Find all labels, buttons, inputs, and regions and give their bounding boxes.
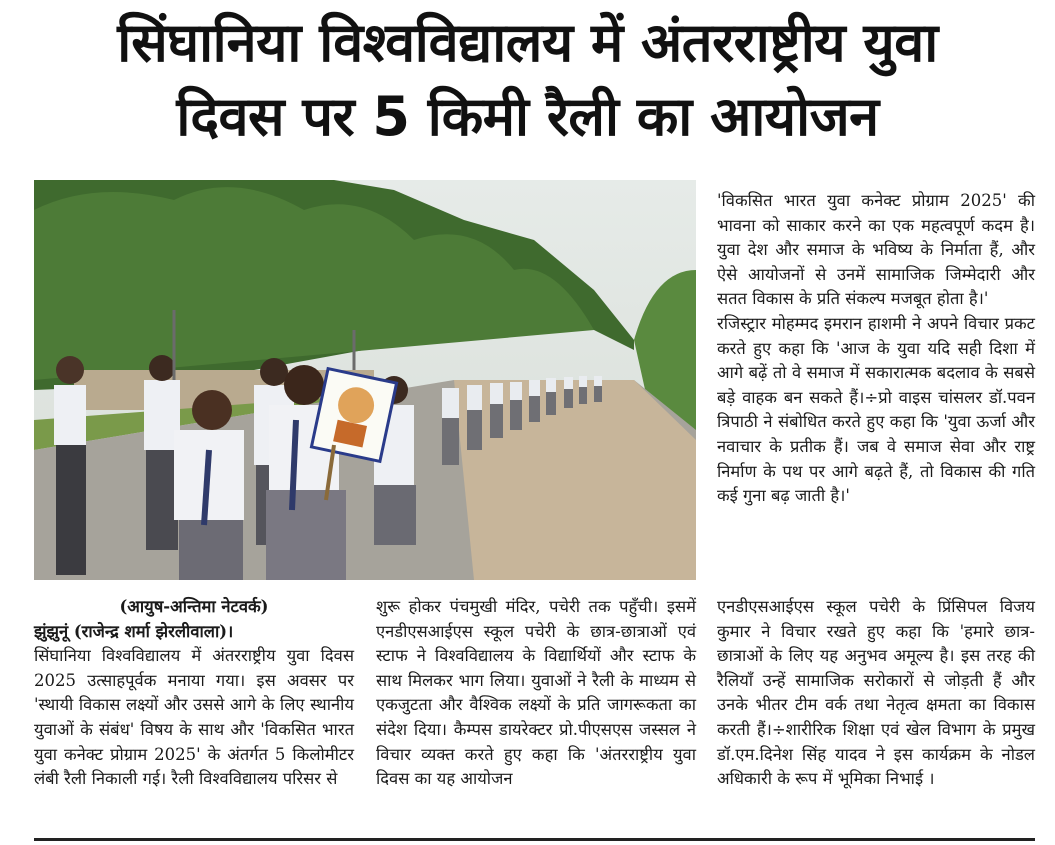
network-credit: (आयुष-अन्तिमा नेटवर्क) <box>119 597 269 616</box>
rally-illustration <box>34 180 696 580</box>
col3-paragraph-2: रजिस्ट्रार मोहम्मद इमरान हाशमी ने अपने विचार प्रकट करते हुए कहा कि 'आज के युवा यदि सही दिशा में आगे बढ़ें तो वे समाज में सकारात्मक बदलाव के सबसे बड़े वाहक बन सकते हैं।÷प्रो वाइस चांसलर डॉ.पवन त्रिपाठी ने संबोधित करते हुए कहा कि 'युवा ऊर्जा और नवाचार के प्रतीक हैं। जब वे समाज सेवा और राष्ट्र निर्माण के पथ पर आगे बढ़ते हैं, तो विकास की गति कई गुना बढ़ जाती है।' <box>717 313 1035 506</box>
headline <box>0 6 1055 154</box>
headline-line-2: दिवस पर 5 किमी रैली का आयोजन <box>176 85 879 148</box>
column-2 <box>376 595 696 792</box>
bottom-rule <box>34 838 1035 841</box>
rally-photo <box>34 180 696 580</box>
dateline: झुंझुनूं (राजेन्द्र शर्मा झेरलीवाला)। <box>34 621 234 641</box>
headline-line-1: सिंघानिया विश्वविद्यालय में अंतरराष्ट्रीय युवा <box>117 11 938 74</box>
col1-paragraph: सिंघानिया विश्वविद्यालय में अंतरराष्ट्रीय युवा दिवस 2025 उत्साहपूर्वक मनाया गया। इस अवसर पर 'स्थायी विकास लक्ष्यों और उससे आगे के लिए स्थानीय युवाओं के संबंध' विषय के साथ और 'विकसित भारत युवा कनेक्ट प्रोग्राम 2025' के अंतर्गत 5 किलोमीटर लंबी रैली निकाली गई। रैली विश्वविद्यालय परिसर से <box>34 646 354 789</box>
col3-paragraph-1: 'विकसित भारत युवा कनेक्ट प्रोग्राम 2025' की भावना को साकार करने का एक महत्वपूर्ण कदम है। युवा देश और समाज के भविष्य के निर्माता हैं, और ऐसे आयोजनों से उनमें सामाजिक जिम्मेदारी और सतत विकास के प्रति संकल्प मजबूत होता है।' <box>717 191 1035 309</box>
col3-paragraph-3: एनडीएसआईएस स्कूल पचेरी के प्रिंसिपल विजय कुमार ने विचार रखते हुए कहा कि 'हमारे छात्र-छात्राओं के लिए यह अनुभव अमूल्य है। इस तरह की रैलियाँ उन्हें सामाजिक सरोकारों से जोड़ती हैं और उनके भीतर टीम वर्क तथा नेतृत्व क्षमता का विकास करती हैं।÷शारीरिक शिक्षा एवं खेल विभाग के प्रमुख डॉ.एम.दिनेश सिंह यादव ने इस कार्यक्रम के नोडल अधिकारी के रूप में भूमिका निभाई । <box>717 597 1035 789</box>
column-3-bottom <box>717 595 1035 792</box>
column-1 <box>34 595 354 792</box>
column-3-top <box>717 189 1035 509</box>
col2-paragraph: शुरू होकर पंचमुखी मंदिर, पचेरी तक पहुँची। इसमें एनडीएसआईएस स्कूल पचेरी के छात्र-छात्राओं एवं स्टाफ ने विश्वविद्यालय के विद्यार्थियों और स्टाफ के साथ मिलकर भाग लिया। युवाओं ने रैली के माध्यम से एकजुटता और वैश्विक लक्ष्यों के प्रति जागरूकता का संदेश दिया। कैम्पस डायरेक्टर प्रो.पीएसएस जस्सल ने विचार व्यक्त करते हुए कहा कि 'अंतरराष्ट्रीय युवा दिवस का यह आयोजन <box>376 597 696 789</box>
